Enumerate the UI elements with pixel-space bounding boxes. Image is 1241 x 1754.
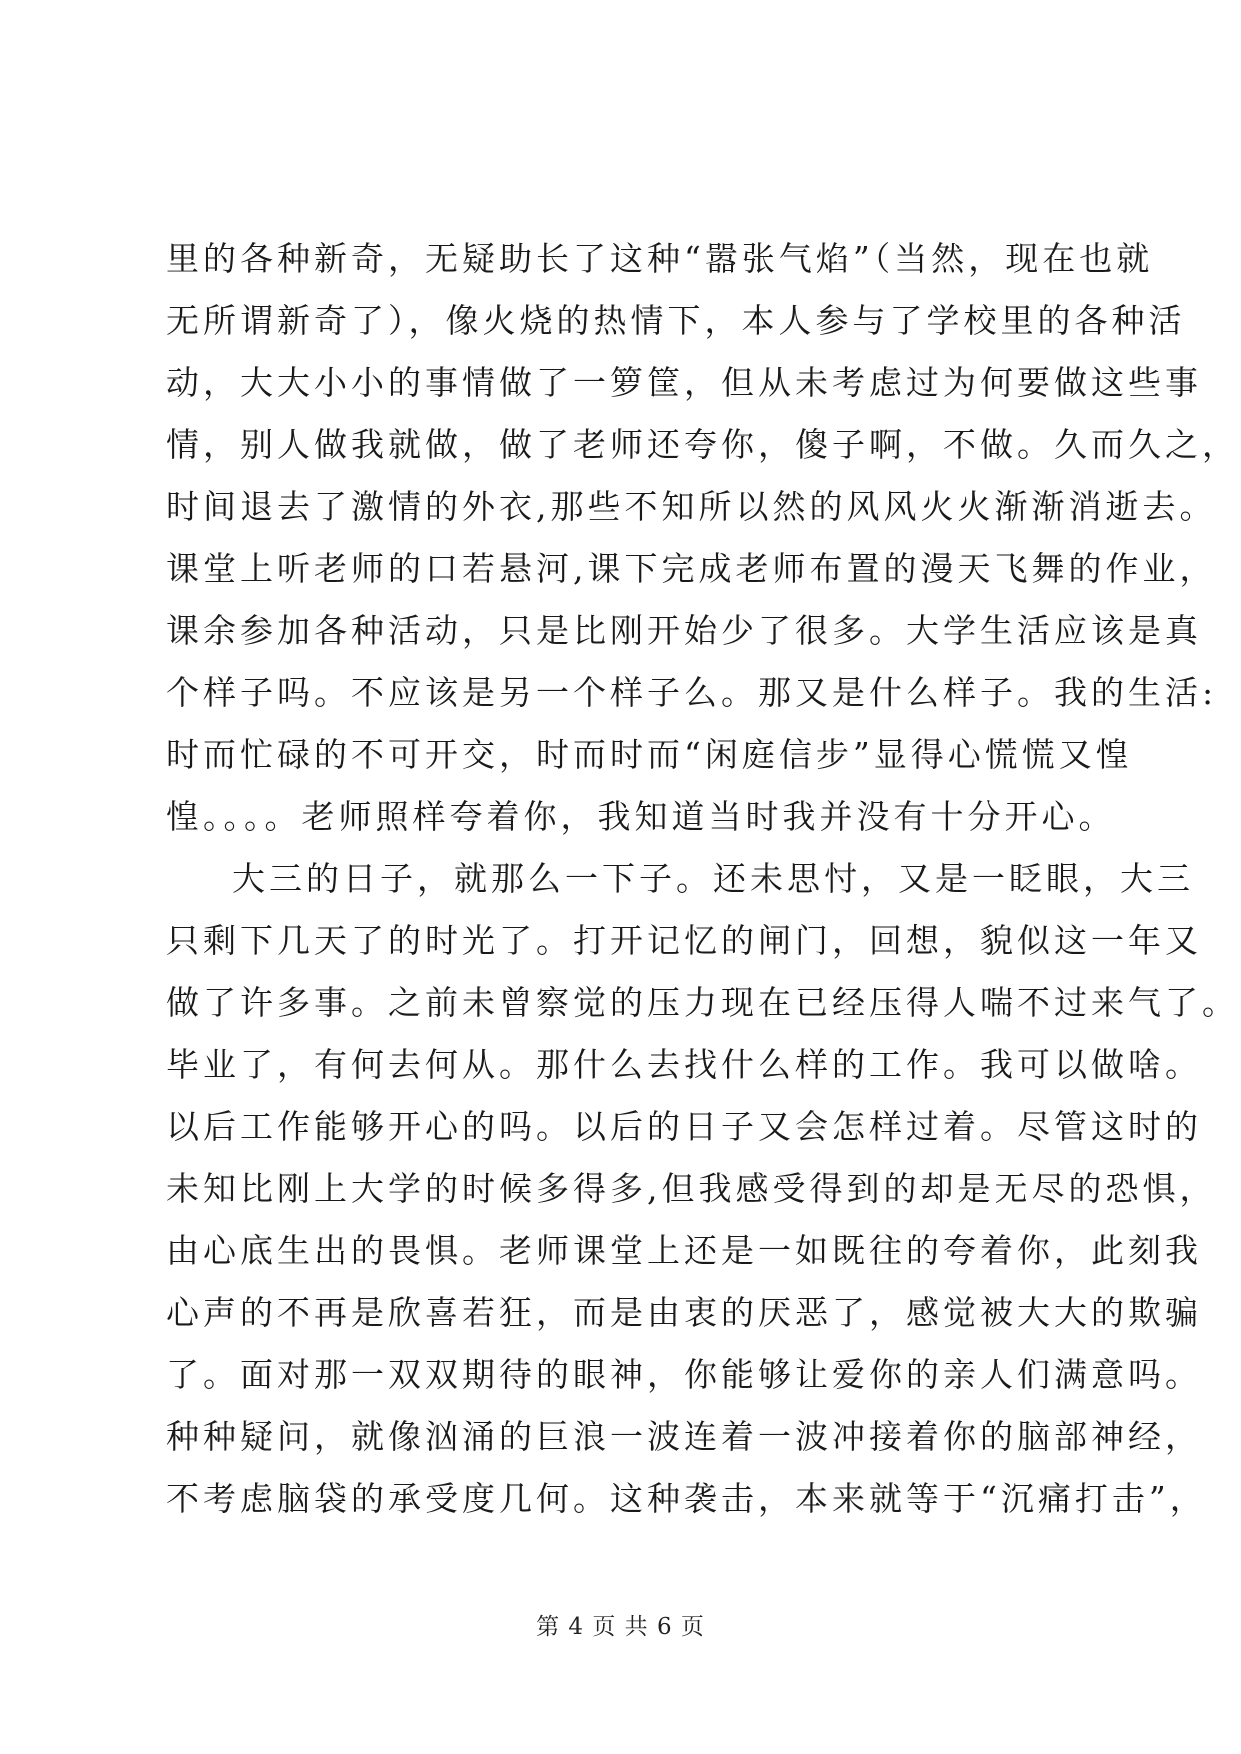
text-line: 个样子吗。不应该是另一个样子么。那又是什么样子。我的生活: (166, 673, 1218, 712)
text-line: 不考虑脑袋的承受度几何。这种袭击，本来就等于“沉痛打击”， (166, 1479, 1207, 1518)
text-line: 毕业了，有何去何从。那什么去找什么样的工作。我可以做啥。 (166, 1045, 1202, 1084)
text-line: 了。面对那一双双期待的眼神，你能够让爱你的亲人们满意吗。 (166, 1355, 1202, 1394)
text-line: 种种疑问，就像汹涌的巨浪一波连着一波冲接着你的脑部神经， (166, 1417, 1202, 1456)
text-line: 无所谓新奇了），像火烧的热情下，本人参与了学校里的各种活 (166, 301, 1186, 340)
text-line: 做了许多事。之前未曾察觉的压力现在已经压得人喘不过来气了。 (166, 983, 1239, 1022)
text-line: 惶。。。。老师照样夸着你，我知道当时我并没有十分开心。 (166, 797, 1116, 836)
text-line: 时间退去了激情的外衣,那些不知所以然的风风火火渐渐消逝去。 (166, 487, 1217, 526)
text-line: 里的各种新奇，无疑助长了这种“嚣张气焰”（当然，现在也就 (166, 239, 1154, 278)
text-line: 课堂上听老师的口若悬河,课下完成老师布置的漫天飞舞的作业， (166, 549, 1217, 588)
page-number-footer: 第 4 页 共 6 页 (536, 1614, 705, 1640)
text-line: 未知比刚上大学的时候多得多,但我感受得到的却是无尽的恐惧， (166, 1169, 1217, 1208)
body-text (166, 228, 1239, 1530)
text-line: 动，大大小小的事情做了一箩筐，但从未考虑过为何要做这些事 (166, 363, 1202, 402)
text-line: 以后工作能够开心的吗。以后的日子又会怎样过着。尽管这时的 (166, 1107, 1202, 1146)
text-line: 课余参加各种活动，只是比刚开始少了很多。大学生活应该是真 (166, 611, 1202, 650)
text-line: 只剩下几天了的时光了。打开记忆的闸门，回想，貌似这一年又 (166, 921, 1202, 960)
paragraph-start-line: 大三的日子，就那么一下子。还未思忖，又是一眨眼，大三 (232, 859, 1194, 898)
text-line: 由心底生出的畏惧。老师课堂上还是一如既往的夸着你，此刻我 (166, 1231, 1202, 1270)
text-line: 心声的不再是欣喜若狂，而是由衷的厌恶了，感觉被大大的欺骗 (166, 1293, 1202, 1332)
text-line: 情，别人做我就做，做了老师还夸你，傻子啊，不做。久而久之， (166, 425, 1239, 464)
text-line: 时而忙碌的不可开交，时而时而“闲庭信步”显得心慌慌又惶 (166, 735, 1133, 774)
